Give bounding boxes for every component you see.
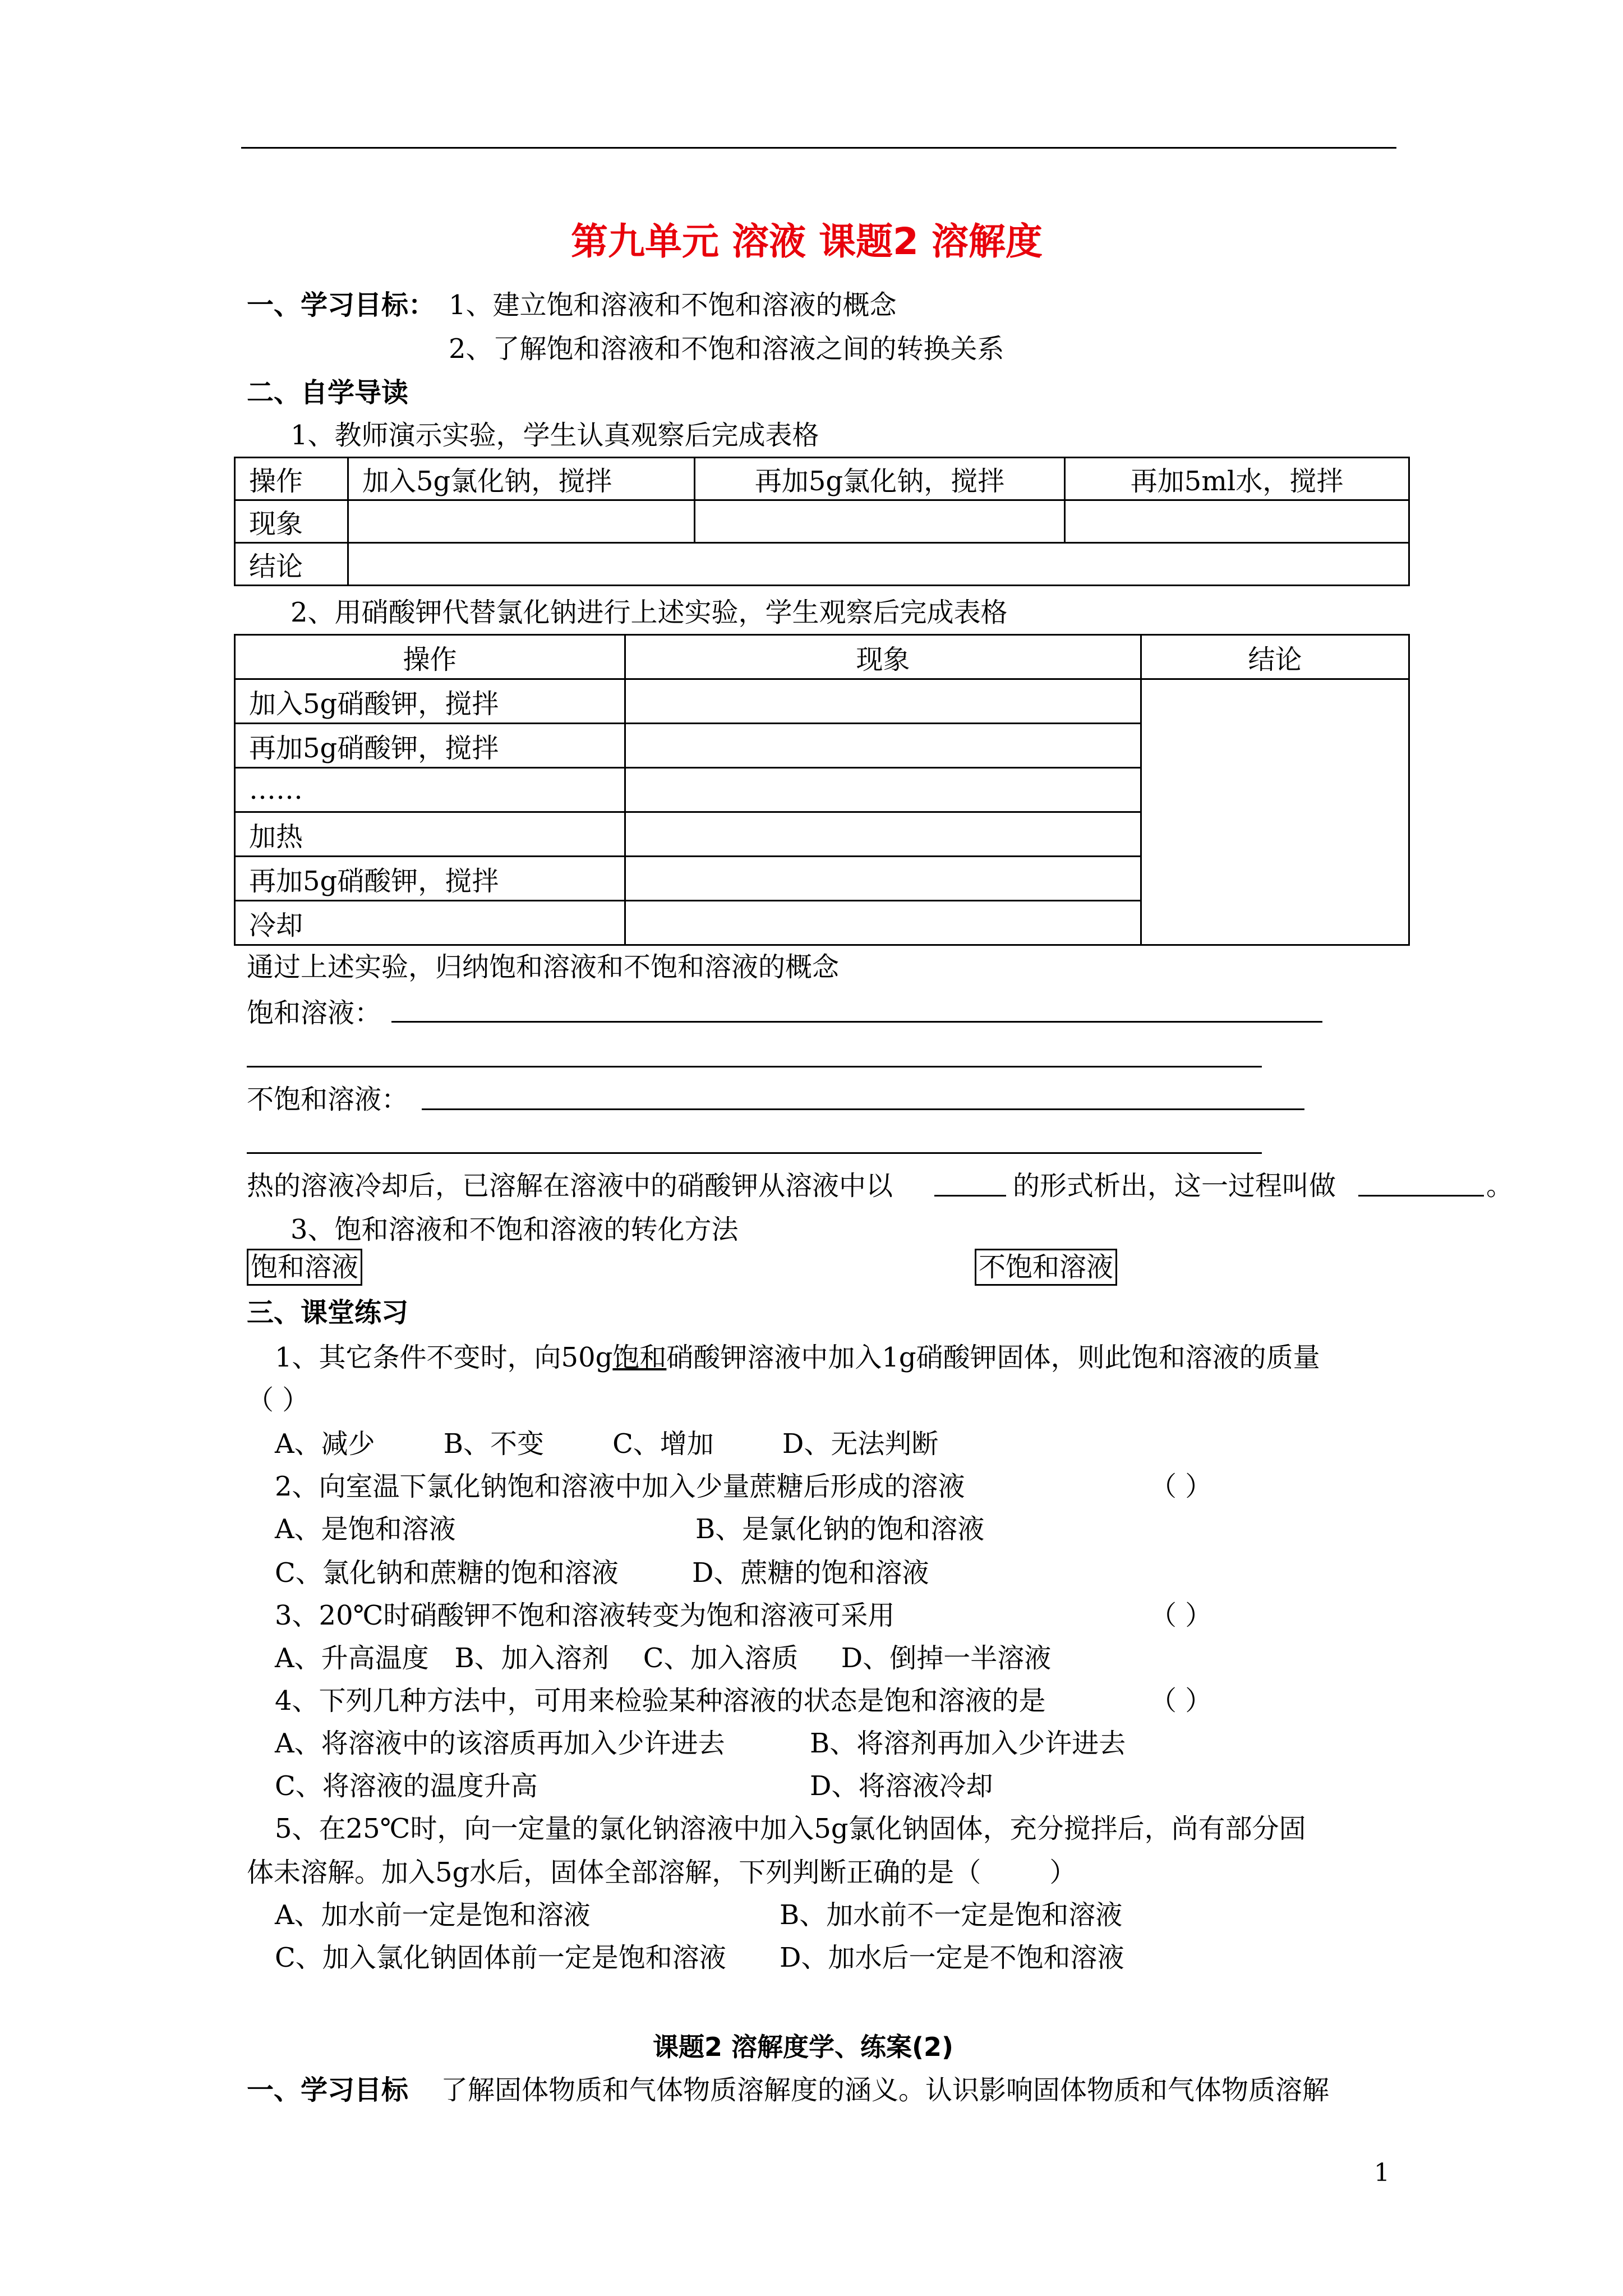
question-2-option-a: A、是饱和溶液 [275, 1513, 456, 1545]
saturated-answer-line-2[interactable] [247, 1066, 1262, 1068]
question-5-option-c: C、加入氯化钠固体前一定是饱和溶液 [275, 1942, 726, 1973]
goal-1: 1、建立饱和溶液和不饱和溶液的概念 [449, 289, 897, 321]
question-3: 3、20℃时硝酸钾不饱和溶液转变为饱和溶液可采用 [275, 1600, 895, 1631]
question-4-option-c: C、将溶液的温度升高 [275, 1770, 538, 1802]
page-number: 1 [1374, 2159, 1390, 2187]
experiment-table-nacl [234, 457, 1410, 586]
operation-cell: 加入5g硝酸钾，搅拌 [235, 679, 625, 724]
instruction-2: 2、用硝酸钾代替氯化钠进行上述实验，学生观察后完成表格 [291, 597, 1008, 628]
question-2: 2、向室温下氯化钠饱和溶液中加入少量蔗糖后形成的溶液 [275, 1471, 965, 1502]
operation-cell: 加热 [235, 812, 625, 857]
question-5-line-2: 体未溶解。加入5g水后，固体全部溶解，下列判断正确的是（ ） [247, 1857, 1077, 1888]
process-name-blank[interactable] [1358, 1195, 1484, 1197]
instruction-3: 3、饱和溶液和不饱和溶液的转化方法 [291, 1214, 739, 1245]
question-4: 4、下列几种方法中，可用来检验某种溶液的状态是饱和溶液的是 [275, 1685, 1046, 1717]
operation-cell: …… [235, 768, 625, 812]
row-label-operation: 操作 [235, 458, 348, 500]
blank-cell[interactable] [1065, 500, 1409, 543]
question-5-option-a: A、加水前一定是饱和溶液 [275, 1899, 591, 1931]
operation-cell: 再加5g硝酸钾，搅拌 [235, 857, 625, 901]
summary-text: 通过上述实验，归纳饱和溶液和不饱和溶液的概念 [247, 951, 840, 983]
unsaturated-box: 不饱和溶液 [975, 1249, 1117, 1286]
blank-cell[interactable] [348, 543, 1409, 586]
question-1-underlined: 饱和 [612, 1342, 667, 1373]
question-2-option-b: B、是氯化钠的饱和溶液 [695, 1513, 985, 1545]
saturated-box: 饱和溶液 [247, 1249, 362, 1286]
header-operation: 操作 [235, 635, 625, 679]
operation-cell: 再加5g氯化钠，搅拌 [695, 458, 1065, 500]
question-5-line-1: 5、在25℃时，向一定量的氯化钠溶液中加入5g氯化钠固体，充分搅拌后，尚有部分固 [275, 1813, 1306, 1844]
crystallization-text-c: 。 [1486, 1170, 1514, 1202]
question-1-part-a: 1、其它条件不变时，向50g [275, 1342, 613, 1373]
operation-cell: 再加5g硝酸钾，搅拌 [235, 724, 625, 768]
crystallization-text-b: 的形式析出，这一过程叫做 [1013, 1170, 1336, 1202]
question-4-answer-paren[interactable]: （ ） [1150, 1685, 1212, 1717]
question-1-part-b: 硝酸钾溶液中加入1g硝酸钾固体，则此饱和溶液的质量 [666, 1342, 1320, 1373]
question-2-option-c: C、氯化钠和蔗糖的饱和溶液 [275, 1557, 619, 1589]
blank-cell[interactable] [625, 768, 1141, 812]
header-rule [241, 147, 1396, 149]
unsaturated-answer-line[interactable] [422, 1108, 1304, 1110]
unsaturated-label: 不饱和溶液： [247, 1084, 409, 1115]
operation-cell: 再加5ml水，搅拌 [1065, 458, 1409, 500]
operation-cell: 冷却 [235, 901, 625, 945]
row-label-phenomenon: 现象 [235, 500, 348, 543]
saturated-label: 饱和溶液： [247, 997, 382, 1029]
saturated-answer-line[interactable] [391, 1021, 1322, 1023]
header-phenomenon: 现象 [625, 635, 1141, 679]
question-4-option-a: A、将溶液中的该溶质再加入少许进去 [275, 1728, 725, 1759]
question-5-option-b: B、加水前不一定是饱和溶液 [780, 1899, 1123, 1931]
crystal-form-blank[interactable] [934, 1195, 1006, 1197]
question-1-options: A、减少 B、不变 C、增加 D、无法判断 [275, 1428, 939, 1460]
section2-heading: 二、自学导读 [247, 377, 409, 408]
part2-title: 课题2 溶解度学、练案(2) [653, 2032, 954, 2062]
question-3-options: A、升高温度 B、加入溶剂 C、加入溶质 D、倒掉一半溶液 [275, 1642, 1052, 1674]
row-label-conclusion: 结论 [235, 543, 348, 586]
crystallization-text-a: 热的溶液冷却后，已溶解在溶液中的硝酸钾从溶液中以 [247, 1170, 893, 1202]
blank-cell[interactable] [625, 901, 1141, 945]
blank-cell[interactable] [625, 812, 1141, 857]
experiment-table-kno3 [234, 634, 1410, 946]
conclusion-blank-cell[interactable] [1141, 679, 1409, 945]
operation-cell: 加入5g氯化钠，搅拌 [348, 458, 695, 500]
blank-cell[interactable] [625, 724, 1141, 768]
part2-text: 了解固体物质和气体物质溶解度的涵义。认识影响固体物质和气体物质溶解 [441, 2074, 1330, 2106]
question-2-answer-paren[interactable]: （ ） [1150, 1471, 1212, 1502]
question-1 [275, 1344, 1320, 1371]
question-2-option-d: D、蔗糖的饱和溶液 [692, 1557, 929, 1589]
instruction-1: 1、教师演示实验，学生认真观察后完成表格 [291, 420, 819, 451]
question-1-answer-paren[interactable]: （ ） [247, 1384, 310, 1416]
page-title: 第九单元 溶液 课题2 溶解度 [571, 220, 1043, 263]
question-5-option-d: D、加水后一定是不饱和溶液 [780, 1942, 1124, 1973]
question-3-answer-paren[interactable]: （ ） [1150, 1600, 1212, 1631]
header-conclusion: 结论 [1141, 635, 1409, 679]
question-4-option-d: D、将溶液冷却 [810, 1770, 993, 1802]
blank-cell[interactable] [625, 857, 1141, 901]
blank-cell[interactable] [695, 500, 1065, 543]
question-4-option-b: B、将溶剂再加入少许进去 [810, 1728, 1126, 1759]
goal-2: 2、了解饱和溶液和不饱和溶液之间的转换关系 [449, 333, 1004, 365]
section3-heading: 三、课堂练习 [247, 1297, 409, 1328]
blank-cell[interactable] [348, 500, 695, 543]
blank-cell[interactable] [625, 679, 1141, 724]
unsaturated-answer-line-2[interactable] [247, 1152, 1262, 1154]
section1-heading: 一、学习目标： [247, 289, 436, 321]
part2-heading: 一、学习目标 [247, 2074, 409, 2106]
